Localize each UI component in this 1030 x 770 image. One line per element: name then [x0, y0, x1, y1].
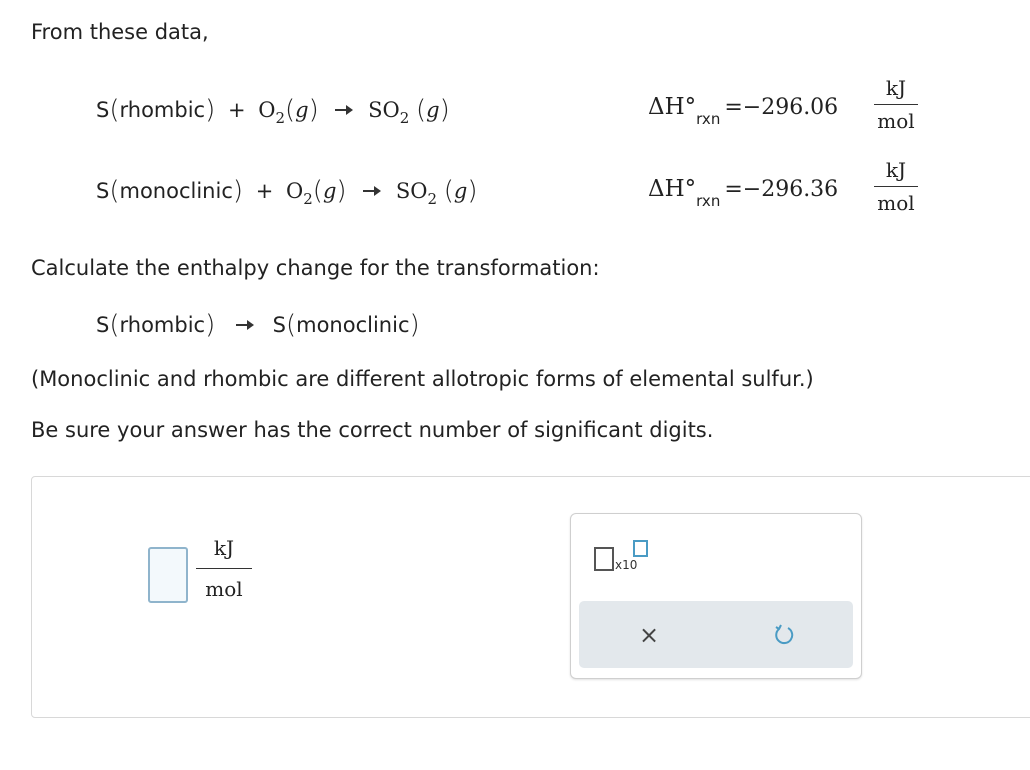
reaction-2-o2: O [286, 179, 304, 203]
reaction-1-equation: S(rhombic) + $O_2(g)$ $SO_2$ (g) [96, 95, 450, 127]
reaction-2-dh-sub: rxn [696, 192, 721, 210]
reaction-2-equals: = [724, 177, 743, 202]
reaction-1-unit-num: kJ [885, 76, 907, 100]
reaction-1-arrow-icon [335, 109, 351, 111]
reaction-2-reactant: S [96, 179, 110, 203]
reaction-2-value: −296.36 [742, 177, 839, 202]
transformation-right: S [272, 313, 286, 337]
answer-unit-num: kJ [213, 536, 235, 560]
reaction-2-arrow-icon [363, 190, 379, 192]
reaction-2-dh: ΔH° [648, 176, 697, 202]
exponent-box-icon [633, 540, 648, 557]
answer-unit-den: mol [205, 577, 243, 601]
reaction-2-unit [874, 158, 918, 215]
reaction-2-product: SO [395, 179, 428, 203]
transformation-arrow-icon [236, 324, 252, 326]
intro-text: From these data, [31, 20, 209, 44]
reaction-1-dh: ΔH° [648, 94, 697, 120]
reaction-1-reactant-form: rhombic [119, 98, 206, 122]
reaction-1-equals: = [724, 95, 743, 120]
reaction-1-plus: + [227, 98, 246, 122]
reaction-1-product: SO [368, 98, 400, 122]
scientific-notation-button[interactable] [594, 540, 654, 574]
reaction-1-unit-den: mol [877, 109, 915, 133]
prompt-text: Calculate the enthalpy change for the transformation: [31, 256, 600, 280]
answer-unit [196, 536, 252, 601]
reaction-2-product-sub: 2 [427, 190, 438, 208]
reaction-2-unit-num: kJ [885, 158, 907, 182]
sigfig-note: Be sure your answer has the correct number of significant digits. [31, 418, 714, 442]
reaction-1-value: −296.06 [742, 95, 839, 120]
fraction-bar [874, 104, 918, 105]
reaction-2-equation: S(monoclinic) + $O_2(g)$ $SO_2$ (g) [96, 176, 478, 208]
transformation-right-form: monoclinic [296, 313, 410, 337]
reaction-1-dh-sub: rxn [696, 110, 721, 128]
reaction-1-enthalpy [648, 94, 839, 128]
undo-icon [773, 624, 795, 646]
allotrope-note: (Monoclinic and rhombic are different allotropic forms of elemental sulfur.) [31, 367, 814, 391]
reaction-2-o2-sub: 2 [303, 190, 313, 208]
reaction-1-product-phase: g [426, 98, 440, 122]
transformation-equation: S(rhombic) S(monoclinic) [96, 310, 420, 340]
undo-button[interactable] [773, 624, 795, 646]
transformation-left-form: rhombic [119, 313, 206, 337]
reaction-1-unit [874, 76, 918, 133]
reaction-2-o2-phase: g [322, 179, 337, 203]
reaction-2-enthalpy [648, 176, 839, 210]
reaction-1-product-sub: 2 [399, 109, 410, 127]
clear-button[interactable] [637, 622, 661, 648]
fraction-bar [874, 186, 918, 187]
reaction-1-o2-sub: 2 [275, 109, 285, 127]
reaction-2-product-phase: g [453, 179, 468, 203]
transformation-left: S [96, 313, 110, 337]
reaction-1-o2: O [258, 98, 276, 122]
mantissa-box-icon [594, 547, 614, 571]
answer-input[interactable] [148, 547, 188, 603]
reaction-2-plus: + [255, 179, 274, 203]
reaction-2-unit-den: mol [877, 191, 915, 215]
reaction-1-reactant: S [96, 98, 110, 122]
close-icon: × [638, 621, 660, 649]
x10-label: x10 [615, 558, 638, 572]
action-button-bar [579, 601, 853, 668]
reaction-2-reactant-form: monoclinic [119, 179, 233, 203]
fraction-bar [196, 568, 252, 569]
reaction-1-o2-phase: g [295, 98, 309, 122]
